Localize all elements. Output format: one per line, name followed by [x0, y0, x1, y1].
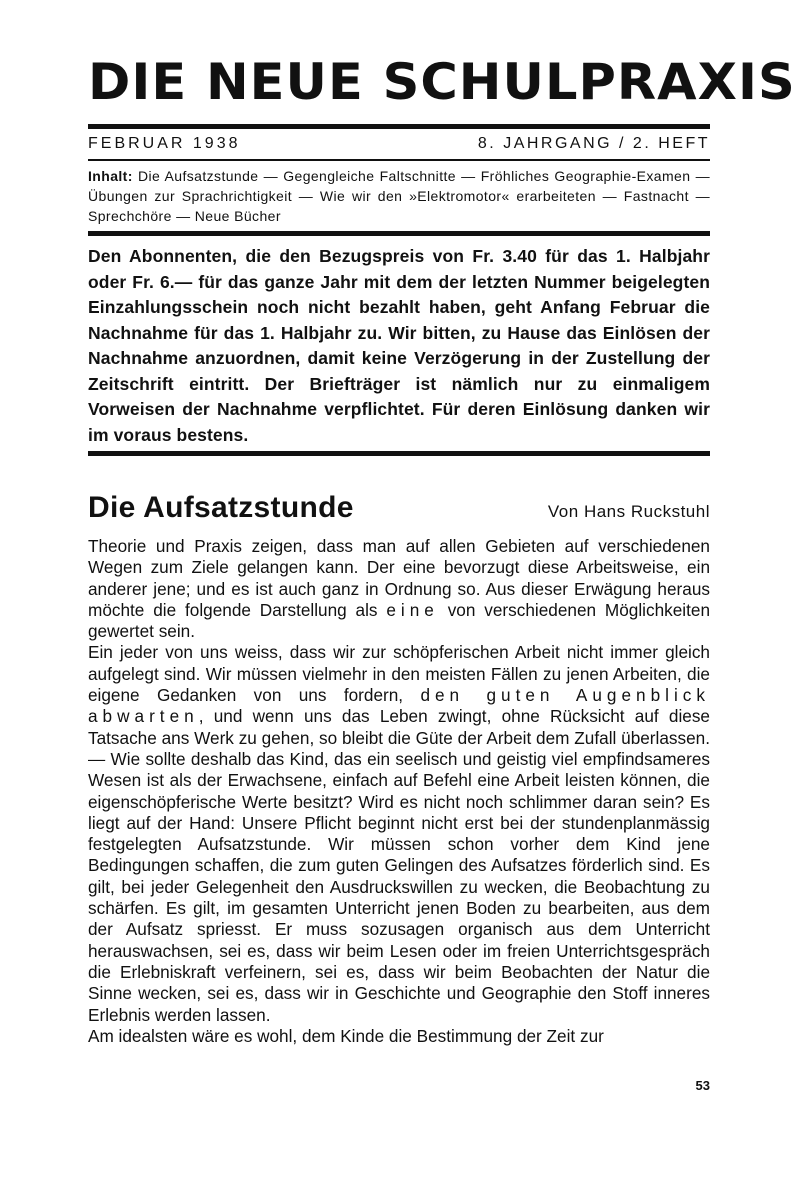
- page-number: 53: [695, 1078, 710, 1093]
- article-paragraph: [88, 1026, 710, 1047]
- paragraph-text: von verschiedenen Möglichkeiten gewertet sein.: [88, 599, 711, 642]
- article-header: [88, 488, 710, 528]
- article-author: Von Hans Ruckstuhl: [547, 502, 710, 521]
- paragraph-text: Ein jeder von uns weiss, dass wir zur schöpferischen Arbeit nicht immer gleich aufgelegt sind. Wir müssen vielmehr in den meisten Fällen zu jenen Arbeiten, die eigene Gedanken von uns fordern,: [88, 642, 710, 706]
- masthead-rule: [88, 124, 710, 129]
- paragraph-text: , und wenn uns das Leben zwingt, ohne Rücksicht auf diese Tatsache ans Werk zu gehen, so bleibt die Güte der Arbeit dem Zufall überlassen. — Wie sollte deshalb das Kind, das ein seelisch und geistig viel empfindsameres Wesen ist als der Erwachsene, einfach auf Befehl eine Arbeit leisten können, die eigenschöpferische Werte besitzt? Wird es nicht noch schlimmer daran sein? Es liegt auf der Hand: Unsere Pflicht beginnt nicht erst bei der stundenplanmässig festgelegten Aufsatzstunde. Wir müssen schon vorher dem Kind jene Bedingungen schaffen, die zum guten Gelingen des Aufsatzes förderlich sind. Es gilt, bei jeder Gelegenheit den Ausdruckswillen zu wecken, die Beobachtung zu schärfen. Es gilt, im gesamten Unterricht jenen Boden zu bearbeiten, aus dem der Aufsatz spriesst. Er muss sozusagen organisch aus dem Unterricht herauswachsen, sei es, dass wir beim Lesen oder im freien Unterrichtsgespräch die Erlebniskraft verfeinern, sei es, dass wir beim Beobachten der Natur die Sinne wecken, sei es, dass wir in Geschichte und Geographie den Stoff inneres Erlebnis werden lassen.: [88, 706, 710, 1025]
- contents-text: Die Aufsatzstunde — Gegengleiche Faltschnitte — Fröhliches Geographie-Examen — Übungen zur Sprachrichtigkeit — Wie wir den »Elektromotor« erarbeiteten — Fastnacht — Sprechchöre — Neue Bücher: [88, 168, 710, 224]
- table-of-contents: [88, 166, 710, 226]
- issue-volume: 8. JAHRGANG / 2. HEFT: [477, 135, 710, 152]
- document-page: [88, 0, 796, 1186]
- issue-date: FEBRUAR 1938: [88, 135, 241, 152]
- paragraph-text: Am idealsten wäre es wohl, dem Kinde die Bestimmung der Zeit zur: [88, 1025, 604, 1046]
- contents-rule: [88, 231, 710, 236]
- notice-rule: [88, 451, 710, 456]
- contents-label: Inhalt:: [88, 168, 133, 184]
- article-body: [88, 536, 710, 1047]
- article-title: Die Aufsatzstunde: [88, 491, 354, 524]
- subscriber-notice: Den Abonnenten, die den Bezugspreis von Fr. 3.40 für das 1. Halbjahr oder Fr. 6.— für das ganze Jahr mit dem der letzten Nummer beigelegten Einzahlungsschein noch nicht bezahlt haben, geht Anfang Februar die Nachnahme für das 1. Halbjahr zu. Wir bitten, zu Hause das Einlösen der Nachnahme anzuordnen, damit keine Verzögerung in der Zustellung der Zeitschrift eintritt. Der Briefträger ist nämlich nur zu einmaligem Vorweisen der Nachnahme verpflichtet. Für deren Einlösung danken wir im voraus bestens.: [88, 246, 710, 445]
- issue-rule: [88, 159, 710, 161]
- emphasized-text: den guten Augenblick abwarten: [88, 685, 710, 727]
- issue-line: [88, 132, 710, 156]
- article-paragraph: [88, 536, 710, 642]
- masthead-title: DIE NEUE SCHULPRAXIS: [88, 53, 796, 111]
- emphasized-text: eine: [386, 599, 439, 620]
- article-paragraph: [88, 642, 710, 1025]
- paragraph-text: Theorie und Praxis zeigen, dass man auf allen Gebieten auf verschiedenen Wegen zum Ziele gelangen kann. Der eine bevorzugt diese Arbeitsweise, ein anderer jene; und es ist auch ganz in Ordnung so. Aus dieser Erwägung heraus möchte die folgende Darstellung als: [88, 536, 710, 620]
